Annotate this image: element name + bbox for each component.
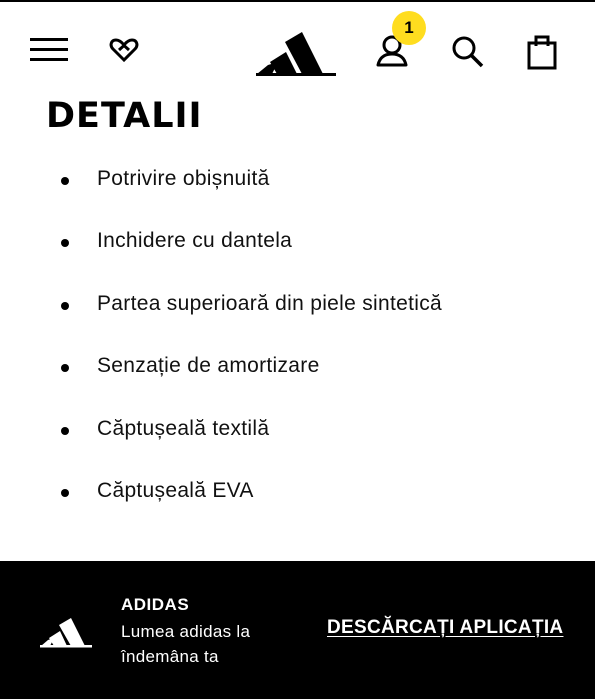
hamburger-menu-icon bbox=[30, 48, 68, 51]
bullet-icon bbox=[61, 489, 69, 497]
list-item bbox=[0, 148, 595, 210]
search-icon bbox=[451, 35, 485, 69]
banner-brand: ADIDAS bbox=[121, 595, 190, 614]
bullet-icon bbox=[61, 364, 69, 372]
wishlist-button[interactable] bbox=[108, 36, 140, 64]
list-item-text: Senzație de amortizare bbox=[97, 354, 320, 378]
list-item bbox=[0, 460, 595, 522]
site-header bbox=[0, 2, 595, 92]
details-title: DETALII bbox=[46, 96, 203, 136]
adidas-logo-icon bbox=[256, 24, 336, 78]
shopping-bag-icon bbox=[527, 34, 557, 70]
download-app-link[interactable]: DESCĂRCAȚI APLICAȚIA bbox=[327, 617, 564, 638]
hamburger-menu-icon bbox=[30, 38, 68, 41]
adidas-logo-icon bbox=[40, 613, 94, 649]
banner-tagline: Lumea adidas la îndemâna ta bbox=[121, 622, 251, 666]
hamburger-menu-icon bbox=[30, 58, 68, 61]
list-item bbox=[0, 273, 595, 335]
search-button[interactable] bbox=[451, 35, 485, 69]
heart-icon bbox=[108, 36, 140, 64]
list-item bbox=[0, 335, 595, 397]
list-item bbox=[0, 210, 595, 272]
cart-button[interactable] bbox=[527, 34, 557, 70]
list-item bbox=[0, 398, 595, 460]
bullet-icon bbox=[61, 239, 69, 247]
details-list bbox=[0, 148, 595, 522]
list-item-text: Inchidere cu dantela bbox=[97, 229, 293, 253]
list-item-text: Potrivire obișnuită bbox=[97, 167, 270, 190]
account-badge: 1 bbox=[392, 11, 426, 45]
list-item-text: Partea superioară din piele sintetică bbox=[97, 291, 442, 315]
app-download-banner bbox=[0, 561, 595, 699]
list-item-text: Căptușeală textilă bbox=[97, 416, 270, 440]
menu-button[interactable] bbox=[30, 38, 70, 62]
bullet-icon bbox=[61, 302, 69, 310]
bullet-icon bbox=[61, 177, 69, 185]
list-item-text: Căptușeală EVA bbox=[97, 478, 254, 502]
adidas-logo[interactable] bbox=[256, 24, 336, 78]
bullet-icon bbox=[61, 427, 69, 435]
